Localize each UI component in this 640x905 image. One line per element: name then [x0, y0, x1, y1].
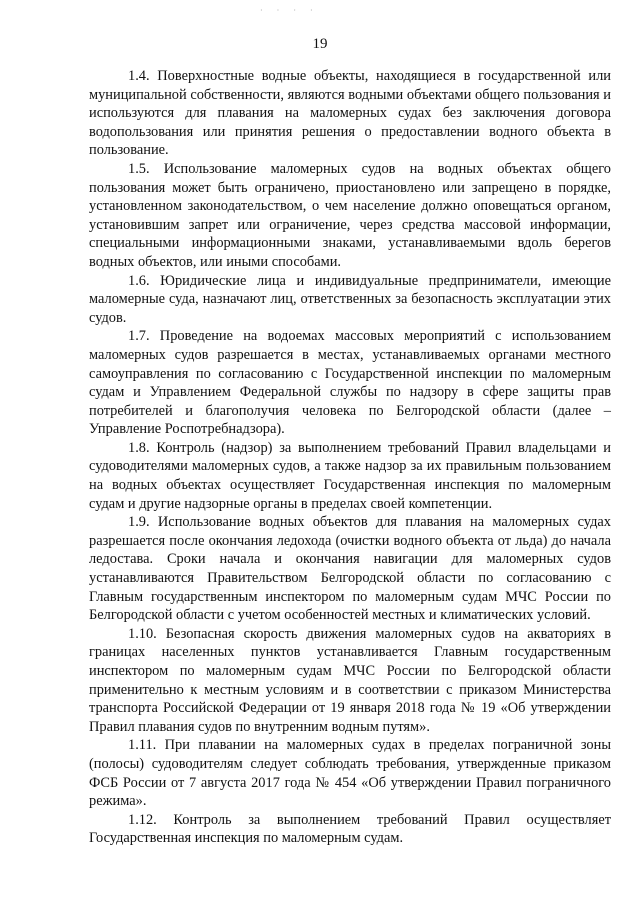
paragraph-1-10: 1.10. Безопасная скорость движения маломерных судов на акваториях в границах населенных пунктов устанавливается Главным государственным инспектором по маломерным судам МЧС России по Белгородской области применительно к местным условиям и в соответствии с приказом Министерства транспорта Российской Федерации от 19 января 2018 года № 19 «Об утверждении Правил плавания судов по внутренним водным путям». — [89, 625, 611, 735]
scan-speckle: · · · · — [260, 6, 319, 15]
paragraph-1-12: 1.12. Контроль за выполнением требований Правил осуществляет Государственная инспекция по маломерным судам. — [89, 811, 611, 847]
paragraph-1-8: 1.8. Контроль (надзор) за выполнением требований Правил владельцами и судоводителями маломерных судов, а также надзор за их правильным пользованием на водных объектах осуществляет Государственная инспекция по маломерным судам и другие надзорные органы в пределах своей компетенции. — [89, 439, 611, 512]
paragraph-1-4: 1.4. Поверхностные водные объекты, находящиеся в государственной или муниципальной собственности, являются водными объектами общего пользования и используются для плавания на маломерных судах без заключения договора водопользования или принятия решения о предоставлении водного объекта в пользование. — [89, 68, 611, 159]
paragraph-1-5: 1.5. Использование маломерных судов на водных объектах общего пользования может быть ограничено, приостановлено или запрещено в порядке, установленном законодательством, о чем население должно оповещаться органом, установившим запрет или ограничение, через средства массовой информации, специальными информационными знаками, устанавливаемыми вдоль берегов водных объектов, или иными способами. — [89, 160, 611, 270]
paragraph-1-11: 1.11. При плавании на маломерных судах в пределах пограничной зоны (полосы) судоводителям следует соблюдать требования, утвержденные приказом ФСБ России от 7 августа 2017 года № 454 «Об утверждении Правил пограничного режима». — [89, 737, 611, 810]
page-number: 19 — [312, 36, 328, 52]
paragraph-1-7: 1.7. Проведение на водоемах массовых мероприятий с использованием маломерных судов разрешается в местах, устанавливаемых органами местного самоуправления по согласованию с Государственной инспекции по маломерным судам и Управлением Федеральной службы по надзору в сфере защиты прав потребителей и благополучия человека по Белгородской области (далее – Управление Роспотребнадзора). — [89, 328, 611, 438]
paragraph-1-9: 1.9. Использование водных объектов для плавания на маломерных судах разрешается после окончания ледохода (очистки водного объекта от льда) до начала ледостава. Сроки начала и окончания навигации для маломерных судов устанавливаются Правительством Белгородской области по согласованию с Главным государственным инспектором по маломерным судам МЧС России по Белгородской области с учетом особенностей местных и климатических условий. — [89, 514, 611, 624]
document-body — [89, 67, 611, 848]
paragraph-1-6: 1.6. Юридические лица и индивидуальные предприниматели, имеющие маломерные суда, назначают лиц, ответственных за безопасность эксплуатации этих судов. — [89, 272, 611, 326]
